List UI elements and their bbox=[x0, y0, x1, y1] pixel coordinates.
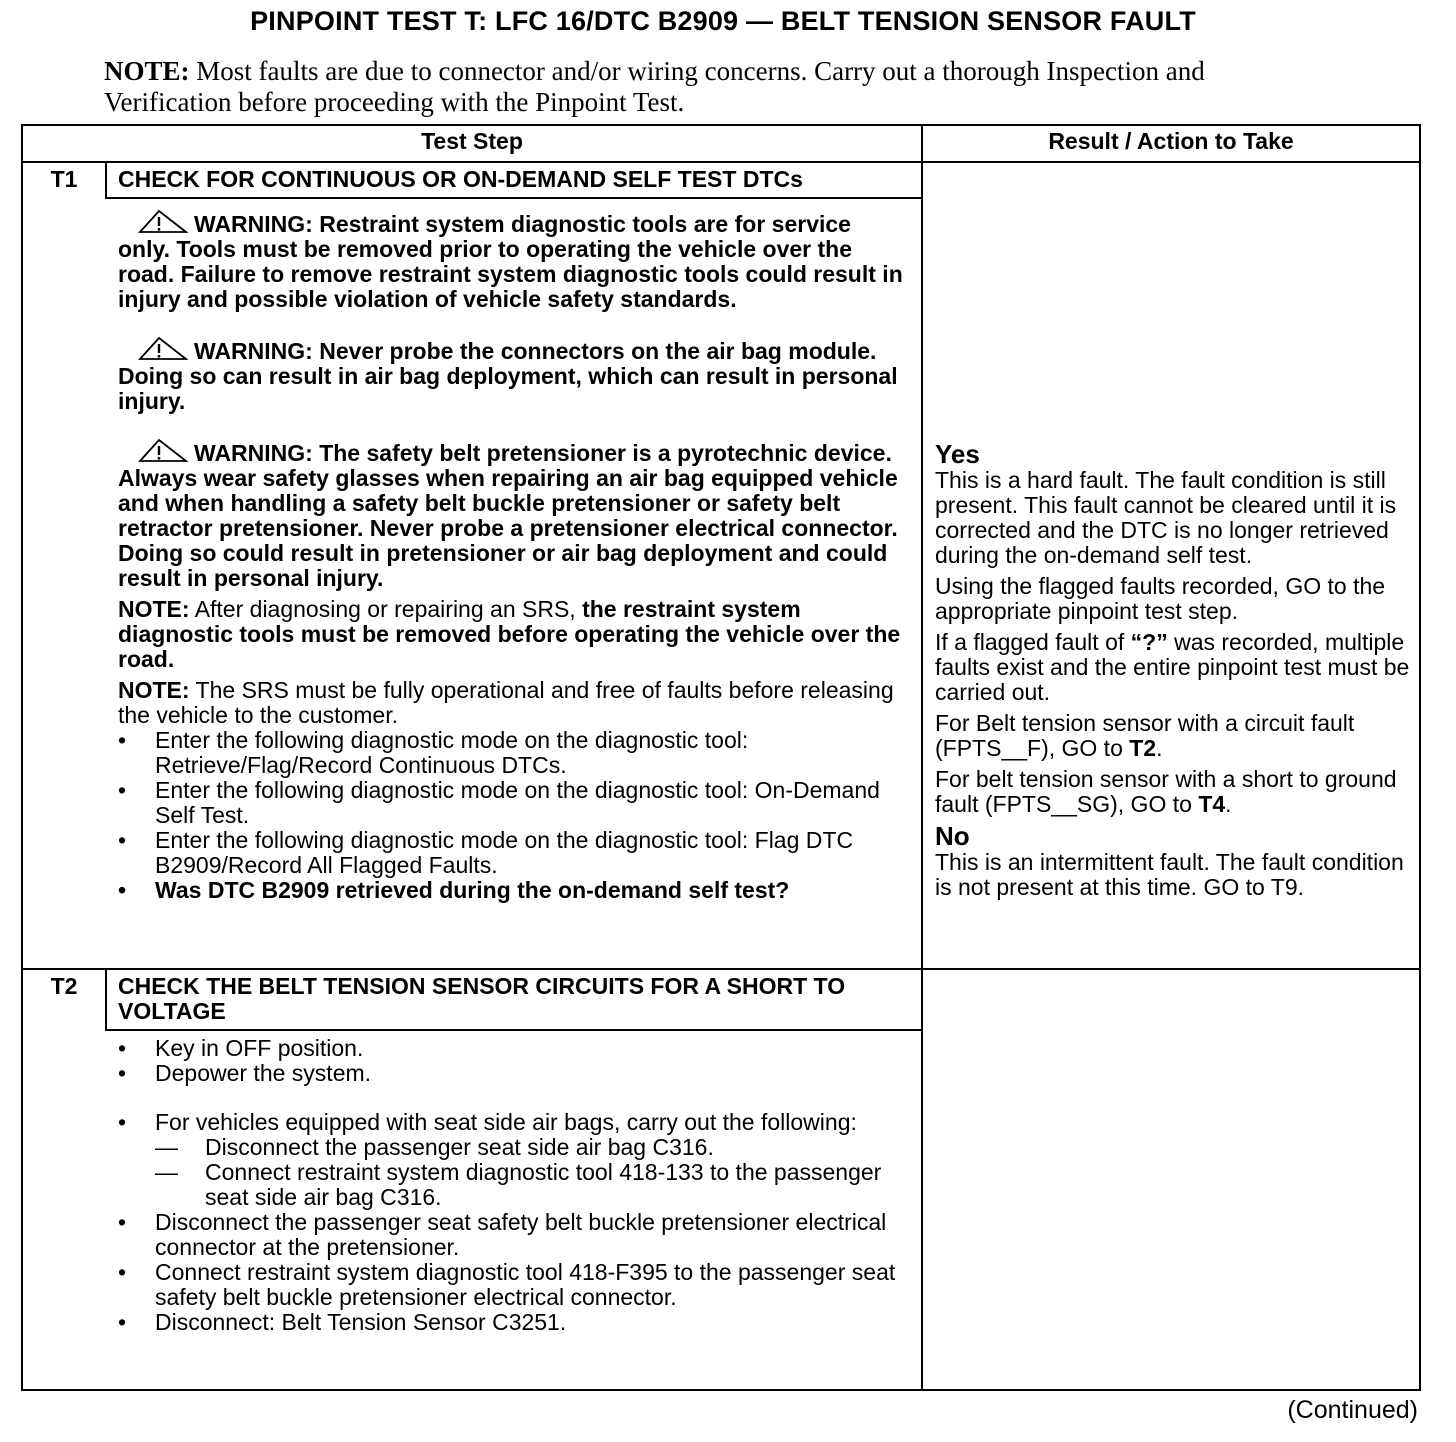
list-item: • Disconnect the passenger seat safety belt buckle pretensioner electrical connector at the pretensioner. bbox=[118, 1210, 908, 1260]
step-number-t2: T2 bbox=[50, 973, 78, 999]
step-title-t2: CHECK THE BELT TENSION SENSOR CIRCUITS FOR A SHORT TO VOLTAGE bbox=[118, 973, 846, 1024]
warning-triangle-icon bbox=[130, 336, 188, 362]
yes-text: This is a hard fault. The fault condition is still present. This fault cannot be cleared until it is corrected and the DTC is no longer retrieved during the on-demand self test. bbox=[935, 467, 1397, 568]
intro-note bbox=[104, 56, 1304, 118]
t2-substep-list bbox=[155, 1135, 908, 1210]
continued-label: (Continued) bbox=[1287, 1396, 1418, 1424]
list-item: • Connect restraint system diagnostic tool 418-F395 to the passenger seat safety belt buckle pretensioner electrical connector. bbox=[118, 1260, 908, 1310]
warning-3: WARNING: The safety belt pretensioner is a pyrotechnic device. Always wear safety glasses when repairing an air bag equipped vehicle and when handling a safety belt buckle pretensioner or safety belt retractor pretensioner. Never probe a pretensioner electrical connector. Doing so could result in pretensioner or air bag deployment and could result in personal injury. bbox=[118, 440, 898, 591]
column-divider bbox=[921, 126, 923, 1391]
intro-note-text: Most faults are due to connector and/or wiring concerns. Carry out a thorough Inspection and Verification before proceeding with the Pinpoint Test. bbox=[104, 56, 1205, 117]
list-item: • For vehicles equipped with seat side air bags, carry out the following: — Disconnect the passenger seat side air bag C316. — Connect restraint system diagnostic tool 418-133 to the passenger seat side air bag C316. bbox=[118, 1110, 908, 1210]
t2-step-list-a bbox=[118, 1036, 908, 1086]
short-fault-text: For belt tension sensor with a short to ground fault (FPTS__SG), GO to T4. bbox=[935, 766, 1397, 817]
list-item: — Disconnect the passenger seat side air bag C316. bbox=[155, 1135, 908, 1160]
t1-t2-rule bbox=[23, 968, 1419, 970]
header-test-step: Test Step bbox=[421, 128, 523, 154]
t1-body bbox=[118, 209, 908, 903]
step-number-t1: T1 bbox=[50, 166, 78, 192]
header-rule bbox=[23, 161, 1419, 163]
t1-title-rule bbox=[105, 197, 921, 199]
flagged-faults-text: Using the flagged faults recorded, GO to the appropriate pinpoint test step. bbox=[935, 573, 1386, 624]
t1-number-divider bbox=[105, 163, 107, 199]
warning-2: WARNING: Never probe the connectors on the air bag module. Doing so can result in air bag deployment, which can result in personal injury. bbox=[118, 338, 898, 414]
t1-note-1: NOTE: After diagnosing or repairing an SRS, the restraint system diagnostic tools must be removed before operating the vehicle over the road. bbox=[118, 596, 901, 672]
yes-label: Yes bbox=[935, 439, 980, 469]
warning-1: WARNING: Restraint system diagnostic tools are for service only. Tools must be removed prior to operating the vehicle over the road. Failure to remove restraint system diagnostic tools could result in injury and possible violation of vehicle safety standards. bbox=[118, 211, 903, 312]
t1-question: • Was DTC B2909 retrieved during the on-demand self test? bbox=[118, 878, 908, 903]
flagged-question-text: If a flagged fault of “?” was recorded, multiple faults exist and the entire pinpoint test must be carried out. bbox=[935, 629, 1410, 705]
warning-triangle-icon bbox=[130, 438, 188, 464]
circuit-fault-text: For Belt tension sensor with a circuit fault (FPTS__F), GO to T2. bbox=[935, 710, 1355, 761]
t2-body bbox=[118, 1036, 908, 1335]
header-result: Result / Action to Take bbox=[1048, 128, 1294, 154]
t2-step-list-b bbox=[118, 1110, 908, 1335]
t1-note-2: NOTE: The SRS must be fully operational and free of faults before releasing the vehicle to the customer. bbox=[118, 677, 894, 728]
warning-triangle-icon bbox=[130, 209, 188, 235]
list-item: • Depower the system. bbox=[118, 1061, 908, 1086]
step-title-t1: CHECK FOR CONTINUOUS OR ON-DEMAND SELF TEST DTCs bbox=[118, 166, 803, 192]
list-item: • Enter the following diagnostic mode on the diagnostic tool: Retrieve/Flag/Record Continuous DTCs. bbox=[118, 728, 908, 778]
list-item: • Enter the following diagnostic mode on the diagnostic tool: Flag DTC B2909/Record All Flagged Faults. bbox=[118, 828, 908, 878]
no-label: No bbox=[935, 821, 970, 851]
t1-result bbox=[935, 441, 1417, 900]
list-item: • Disconnect: Belt Tension Sensor C3251. bbox=[118, 1310, 908, 1335]
pinpoint-test-table bbox=[21, 124, 1421, 1391]
intro-note-label: NOTE: bbox=[104, 56, 190, 86]
list-item: • Enter the following diagnostic mode on the diagnostic tool: On-Demand Self Test. bbox=[118, 778, 908, 828]
page-title: PINPOINT TEST T: LFC 16/DTC B2909 — BELT TENSION SENSOR FAULT bbox=[250, 6, 1196, 36]
list-item: • Key in OFF position. bbox=[118, 1036, 908, 1061]
list-item: — Connect restraint system diagnostic tool 418-133 to the passenger seat side air bag C316. bbox=[155, 1160, 908, 1210]
no-text: This is an intermittent fault. The fault condition is not present at this time. GO to T9. bbox=[935, 849, 1404, 900]
t1-step-list bbox=[118, 728, 908, 903]
t2-title-rule bbox=[105, 1029, 921, 1031]
t2-number-divider bbox=[105, 970, 107, 1030]
